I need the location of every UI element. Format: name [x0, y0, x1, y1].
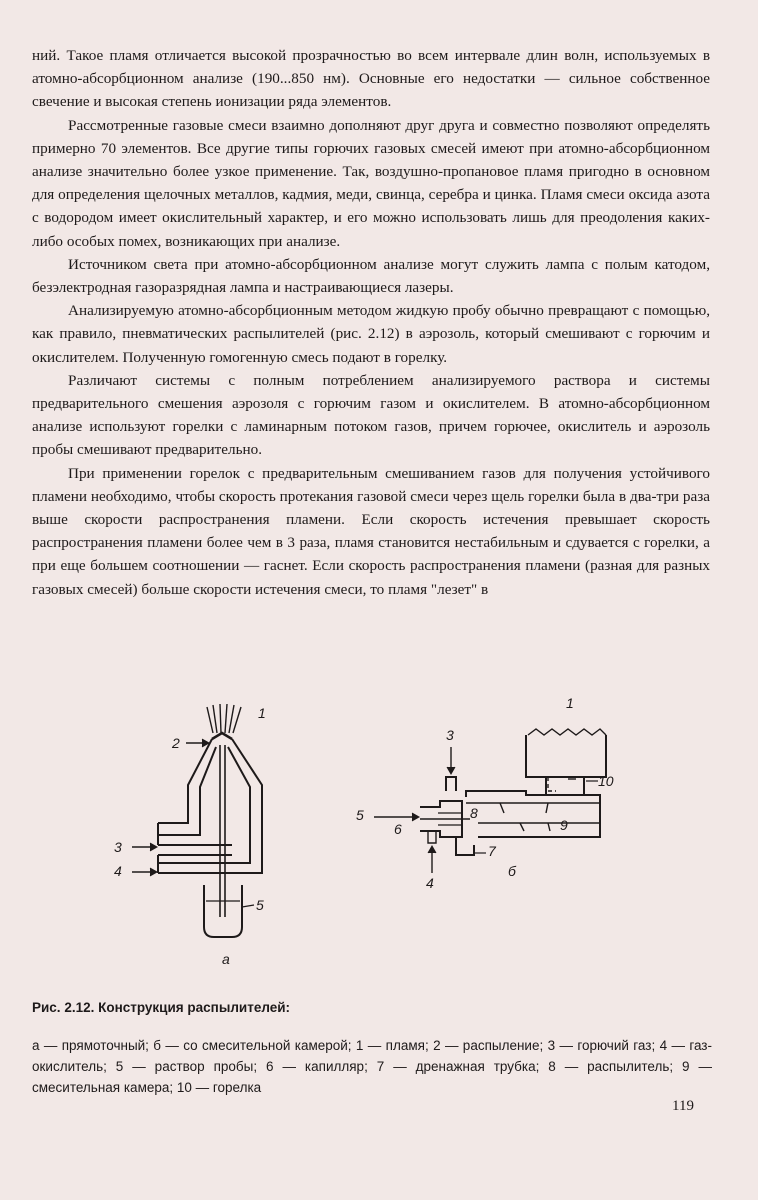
paragraph: Анализируемую атомно-абсорбционным методом жидкую пробу обычно превращают с помощью, как правило, пневматических распылителей (рис. 2.12) в аэрозоль, который смешивают с горючим и окислителем. Полученную гомогенную смесь подают в горелку. [32, 302, 710, 366]
label-a-spray: 2 [172, 735, 180, 751]
label-b-oxidizer: 4 [426, 875, 434, 891]
figure-atomizers [0, 695, 758, 975]
label-b-capillary: 6 [394, 821, 402, 837]
paragraph: Рассмотренные газовые смеси взаимно дополняют друг друга и совместно позволяют определять примерно 70 элементов. Все другие типы горючих газовых смесей имеют при атомно-абсорбционном анализе значительно более узкое применение. Так, воздушно-пропановое пламя пригодно в основном для определения щелочных металлов, кадмия, меди, свинца, серебра и цинка. Пламя смеси оксида азота с водородом имеет окислительный характер, и его можно использовать лишь для преодоления каких-либо особых помех, возникающих при анализе. [32, 116, 710, 250]
label-a-oxidizer: 4 [114, 863, 122, 879]
atomizer-a-drawing [132, 704, 262, 937]
paragraph: При применении горелок с предварительным смешиванием газов для получения устойчивого пламени необходимо, чтобы скорость протекания газовой смеси через щель горелки была в два-три раза выше скорости распространения пламени. Если скорость истечения превышает скорость распространения пламени более чем в 3 раза, пламя становится нестабильным и сдувается с горелки, а при еще большем соотношении — гаснет. Если скорость распространения пламени (разная для разных газовых смесей) больше скорости истечения смеси, то пламя "лезет" в [32, 464, 710, 598]
body-text [32, 44, 710, 601]
label-b-panel: б [508, 863, 516, 879]
label-b-sample: 5 [356, 807, 364, 823]
paragraph: Различают системы с полным потреблением анализируемого раствора и системы предварительного смешения аэрозоля с горючим газом и окислителем. В атомно-абсорбционном анализе используют горелки с ламинарным потоком газов, причем горючее, окислитель и аэрозоль пробы смешивают предварительно. [32, 371, 710, 459]
label-b-drain: 7 [488, 843, 496, 859]
label-a-sample: 5 [256, 897, 264, 913]
figure-drawing [0, 695, 758, 975]
label-b-nebulizer: 8 [470, 805, 478, 821]
figure-caption-body: а — прямоточный; б — со смесительной камерой; 1 — пламя; 2 — распыление; 3 — горючий газ; 4 — газ-окислитель; 5 — раствор пробы; 6 — капилляр; 7 — дренажная трубка; 8 — распылитель; 9 — смесительная камера; 10 — горелка [32, 1038, 712, 1095]
flame-spray-icon [207, 704, 241, 733]
paragraph: ний. Такое пламя отличается высокой прозрачностью во всем интервале длин волн, используемых в атомно-абсорбционном анализе (190...850 нм). Основные его недостатки — сильное собственное свечение и высокая степень ионизации ряда элементов. [32, 47, 710, 111]
label-a-flame: 1 [258, 705, 266, 721]
label-b-chamber: 9 [560, 817, 568, 833]
label-b-burner: 10 [598, 773, 614, 789]
page-number: 119 [672, 1098, 694, 1114]
paragraph: Источником света при атомно-абсорбционном анализе могут служить лампа с полым катодом, безэлектродная газоразрядная лампа и настраивающиеся лазеры. [32, 255, 710, 297]
label-a-fuel: 3 [114, 839, 122, 855]
burner-flame-icon [528, 729, 606, 735]
label-a-panel: а [222, 951, 230, 967]
label-b-fuel: 3 [446, 727, 454, 743]
figure-caption-title: Рис. 2.12. Конструкция распылителей: [32, 1000, 291, 1015]
label-b-flame: 1 [566, 695, 574, 711]
